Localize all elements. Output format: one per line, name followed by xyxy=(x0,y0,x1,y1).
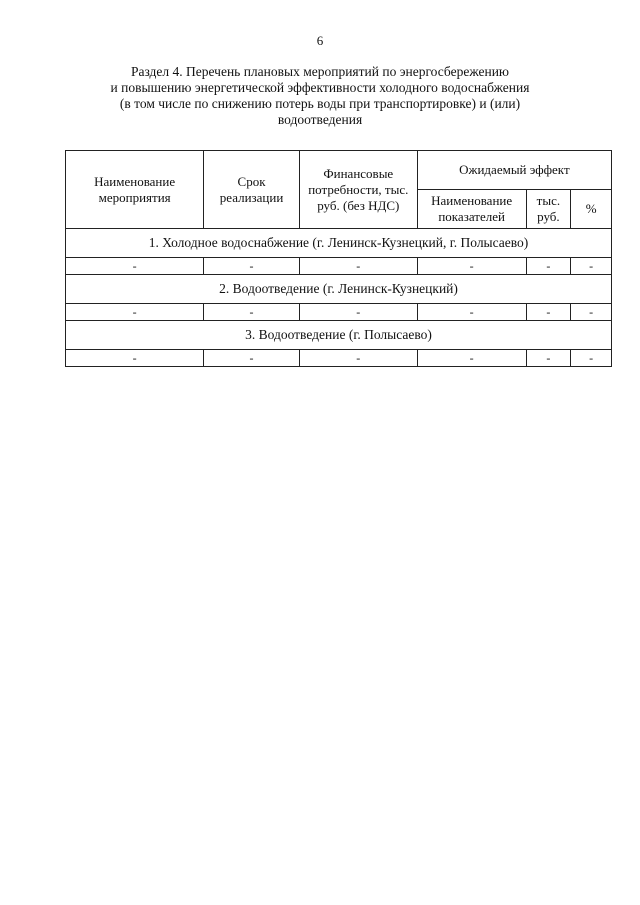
header-thousand-rub: тыс. руб. xyxy=(526,190,571,229)
section-row xyxy=(66,321,612,350)
section-title-drainage-polysaevo: 3. Водоотведение (г. Полысаево) xyxy=(66,321,612,350)
cell-percent: - xyxy=(571,350,612,367)
section-title-drainage-leninsk: 2. Водоотведение (г. Ленинск-Кузнецкий) xyxy=(66,275,612,304)
cell-percent: - xyxy=(571,258,612,275)
section-row xyxy=(66,275,612,304)
header-finance: Финансовые потребности, тыс. руб. (без НДС) xyxy=(299,151,417,229)
section-row xyxy=(66,229,612,258)
cell-measure-name: - xyxy=(66,258,204,275)
cell-measure-name: - xyxy=(66,304,204,321)
cell-indicators: - xyxy=(417,350,526,367)
header-expected-effect: Ожидаемый эффект xyxy=(417,151,611,190)
cell-percent: - xyxy=(571,304,612,321)
section-title-line-3: (в том числе по снижению потерь воды при транспортировке) и (или) xyxy=(119,96,521,111)
cell-indicators: - xyxy=(417,258,526,275)
cell-term: - xyxy=(204,350,300,367)
cell-finance: - xyxy=(299,258,417,275)
section-title-line-1: Раздел 4. Перечень плановых мероприятий по энергосбережению xyxy=(130,64,510,79)
table-row xyxy=(66,350,612,367)
cell-measure-name: - xyxy=(66,350,204,367)
section-title-cold-water: 1. Холодное водоснабжение (г. Ленинск-Кузнецкий, г. Полысаево) xyxy=(66,229,612,258)
header-indicators: Наименование показателей xyxy=(417,190,526,229)
cell-thousand-rub: - xyxy=(526,258,571,275)
section-title-line-4: водоотведения xyxy=(277,112,363,127)
section-title-line-2: и повышению энергетической эффективности холодного водоснабжения xyxy=(110,80,530,95)
cell-thousand-rub: - xyxy=(526,350,571,367)
page-number: 6 xyxy=(316,33,324,48)
header-measure-name: Наименование мероприятия xyxy=(66,151,204,229)
table-row xyxy=(66,258,612,275)
measures-table xyxy=(65,150,612,367)
table-row xyxy=(66,304,612,321)
header-percent: % xyxy=(571,190,612,229)
cell-term: - xyxy=(204,258,300,275)
cell-finance: - xyxy=(299,350,417,367)
table-header-row xyxy=(66,151,612,190)
cell-indicators: - xyxy=(417,304,526,321)
cell-thousand-rub: - xyxy=(526,304,571,321)
header-term: Срок реализации xyxy=(204,151,300,229)
cell-term: - xyxy=(204,304,300,321)
section-title xyxy=(60,64,580,128)
cell-finance: - xyxy=(299,304,417,321)
